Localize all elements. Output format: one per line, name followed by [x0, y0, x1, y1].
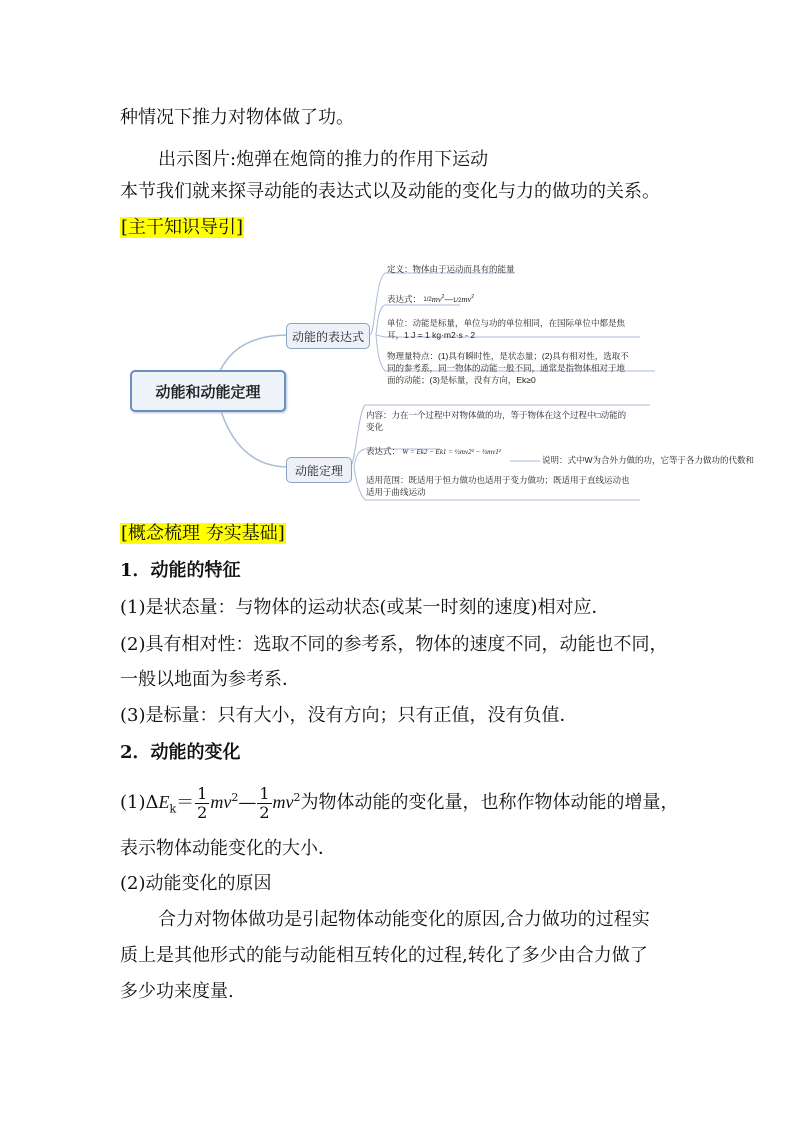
section-title-text: [主干知识导引]: [121, 217, 244, 238]
formula-sup-1: 2: [231, 791, 239, 804]
leaf-expression-label: 表达式：: [387, 293, 422, 304]
formula-sup-2: 2: [293, 791, 301, 804]
leaf-theorem-expression-label: 表达式：: [366, 446, 401, 456]
leaf-expr-mv-b: mv: [461, 293, 472, 304]
formula-frac-1-num: 1: [197, 783, 208, 803]
formula-frac-2-num: 1: [259, 783, 270, 803]
branch-kinetic-energy-theorem: 动能定理: [286, 457, 352, 483]
concept-heading-1: 1．动能的特征: [120, 560, 241, 581]
formula-prefix: (1)Δ: [120, 792, 159, 813]
leaf-theorem-scope: 适用范围：既适用于恒力做功也适用于变力做功；既适用于直线运动也适用于曲线运动: [366, 475, 630, 497]
leaf-expr-mv-a: mv: [431, 293, 442, 304]
concept-p2b: 一般以地面为参考系．: [120, 669, 300, 690]
concept-p4: 表示物体动能变化的大小．: [120, 838, 336, 859]
formula-minus: —: [238, 792, 257, 813]
formula-eq: ＝: [176, 792, 195, 813]
leaf-expression-frac-b: 1/2: [452, 297, 462, 304]
leaf-expression: [387, 291, 474, 307]
leaf-features: 物理量特点：(1)具有瞬时性，是状态量；(2)具有相对性，选取不同的参考系，同一物体的动能一般不同，通常是指物体相对于地面的动能；(3)是标量，没有方向，Ek≥0: [387, 351, 629, 385]
leaf-expr-num-a: 1: [423, 296, 427, 303]
formula-k: k: [169, 802, 177, 816]
leaf-expr-num-b: 1: [452, 297, 457, 304]
concept-p6c: 多少功来度量.: [120, 981, 234, 1002]
formula-frac-2-den: 2: [259, 802, 270, 822]
concept-formula-line: [120, 775, 679, 833]
leaf-expr-den-b: 2: [457, 297, 462, 304]
formula-tail: 为物体动能的变化量，也称作物体动能的增量，: [300, 792, 679, 813]
concept-p2a: (2)具有相对性：选取不同的参考系，物体的速度不同，动能也不同，: [120, 634, 668, 655]
concept-p1: (1)是状态量：与物体的运动状态(或某一时刻的速度)相对应．: [120, 597, 610, 618]
mind-map: [120, 255, 780, 505]
intro-line-3: 本节我们就来探寻动能的表达式以及动能的变化与力的做功的关系。: [120, 181, 660, 202]
intro-line-1: 种情况下推力对物体做了功。: [120, 107, 354, 128]
leaf-expression-frac-a: 1/2: [423, 296, 432, 303]
concept-p5: (2)动能变化的原因: [120, 873, 272, 894]
section-title-concepts-text: [概念梳理 夯实基础]: [121, 523, 285, 544]
leaf-theorem-content: 内容：力在一个过程中对物体做的功，等于物体在这个过程中□动能的变化: [366, 410, 627, 432]
formula-E: E: [158, 792, 170, 812]
section-title-main-knowledge: [120, 216, 244, 240]
connector-root-branch2: [220, 408, 288, 467]
formula-mv-2: mv: [272, 792, 294, 812]
leaf-theorem-formula: W = Ek2 − Ek1 = ½mv2² − ½mv1²: [402, 448, 501, 456]
mind-map-root: 动能和动能定理: [130, 370, 286, 412]
leaf-theorem-note: 说明：式中W为合外力做的功，它等于各力做功的代数和: [542, 455, 755, 465]
leaf-expr-exp-a: 2: [441, 294, 445, 300]
leaf-expr-sep: —: [444, 293, 453, 304]
leaf-unit: 单位：动能是标量，单位与功的单位相同，在国际单位中都是焦耳，1 J = 1 kg·m2·s - 2: [387, 318, 626, 340]
concept-p3: (3)是标量：只有大小，没有方向；只有正值，没有负值．: [120, 705, 578, 726]
leaf-theorem-expression: [366, 445, 501, 458]
intro-line-2: 出示图片:炮弹在炮筒的推力的作用下运动: [158, 149, 489, 170]
formula-frac-2: [257, 785, 271, 822]
leaf-expr-exp-b: 2: [471, 294, 475, 300]
concept-heading-2: 2．动能的变化: [120, 742, 241, 763]
formula-mv-1: mv: [210, 792, 232, 812]
formula-frac-1: [195, 785, 209, 822]
branch-kinetic-energy-expression: 动能的表达式: [286, 323, 370, 349]
concept-p6a: 合力对物体做功是引起物体动能变化的原因,合力做功的过程实: [158, 909, 650, 930]
section-title-concepts: [120, 522, 286, 546]
concept-p6b: 质上是其他形式的能与动能相互转化的过程,转化了多少由合力做了: [120, 945, 648, 966]
leaf-definition: 定义：物体由于运动而具有的能量: [387, 264, 515, 274]
connector-root-branch1: [220, 335, 288, 371]
leaf-expr-den-a: 2: [428, 296, 432, 303]
formula-frac-1-den: 2: [197, 802, 208, 822]
